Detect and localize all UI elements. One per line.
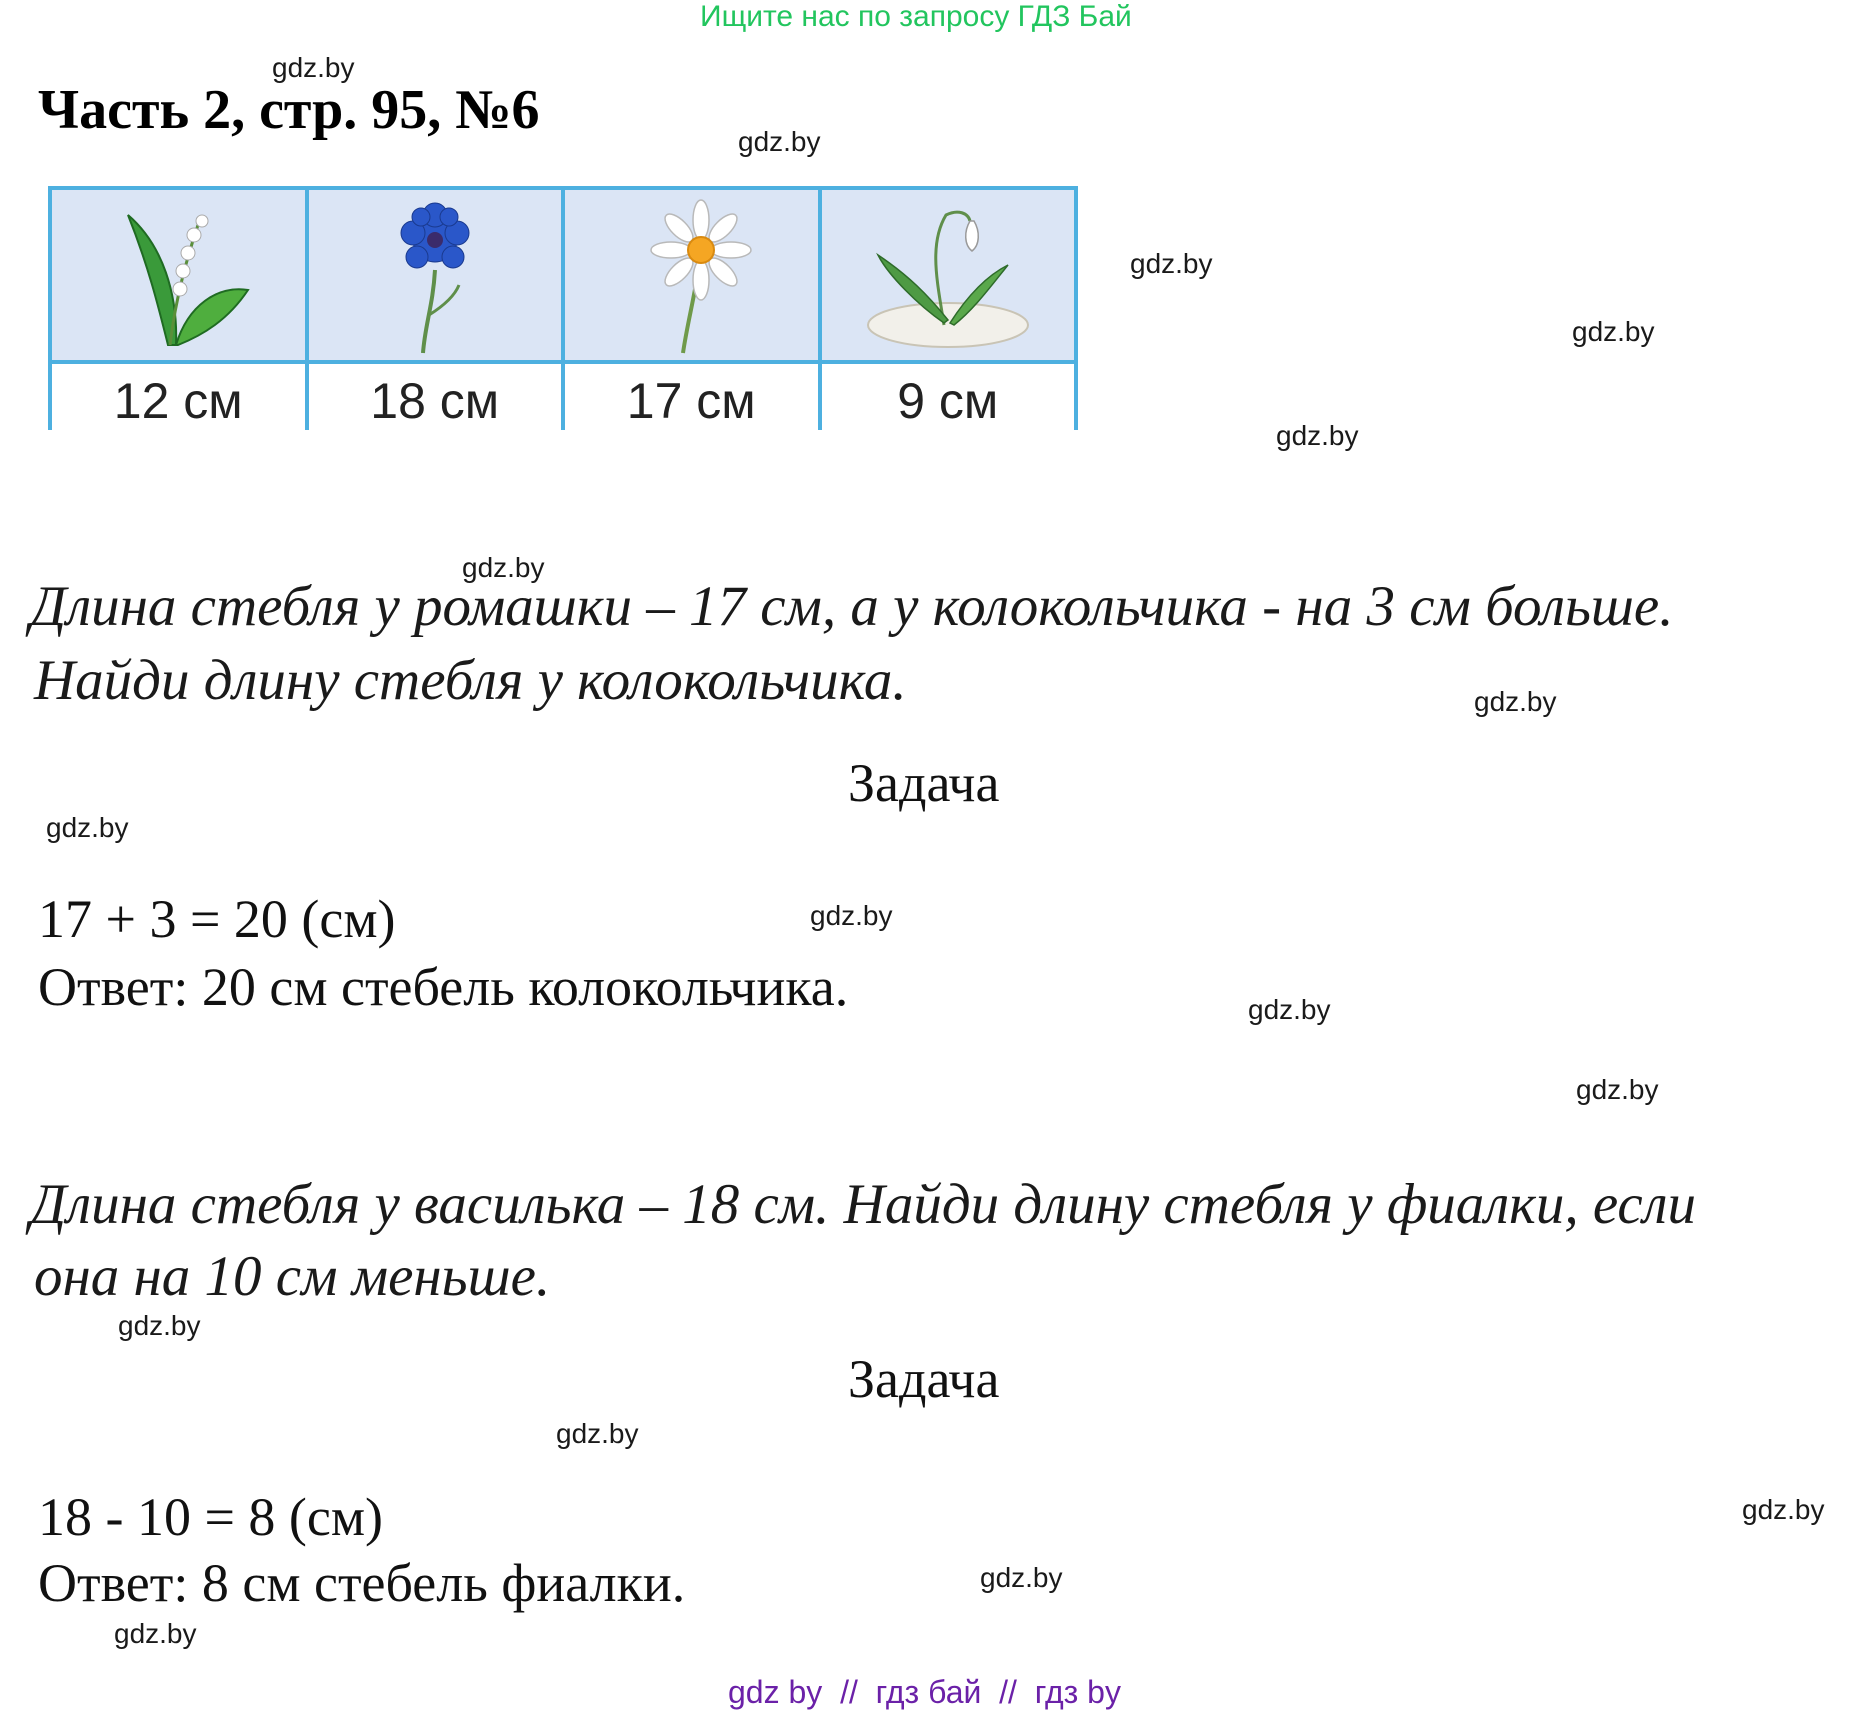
task1-line1: Длина стебля у ромашки – 17 см, а у колокольчика - на 3 см больше. bbox=[30, 575, 1674, 638]
watermark: gdz.by bbox=[46, 812, 129, 843]
watermark: gdz.by bbox=[556, 1418, 639, 1449]
task1-heading: Задача bbox=[848, 753, 1000, 813]
cornflower-length: 18 см bbox=[307, 362, 564, 430]
watermark: gdz.by bbox=[1576, 1074, 1659, 1105]
lily-cell bbox=[50, 188, 307, 362]
watermark: gdz.by bbox=[1276, 420, 1359, 451]
daisy-cell bbox=[563, 188, 820, 362]
watermark: gdz.by bbox=[1248, 994, 1331, 1025]
daisy-length: 17 см bbox=[563, 362, 820, 430]
watermark: gdz.by bbox=[810, 900, 893, 931]
flower-stem-table bbox=[48, 186, 1078, 430]
task1-answer: Ответ: 20 см стебель колокольчика. bbox=[38, 957, 849, 1017]
watermark: gdz.by bbox=[118, 1310, 201, 1341]
watermark: gdz.by bbox=[114, 1618, 197, 1649]
task2-line1: Длина стебля у василька – 18 см. Найди длину стебля у фиалки, если bbox=[30, 1173, 1697, 1236]
task1-line2: Найди длину стебля у колокольчика. bbox=[34, 649, 907, 712]
task2-answer: Ответ: 8 см стебель фиалки. bbox=[38, 1553, 686, 1613]
watermark: gdz.by bbox=[272, 52, 355, 83]
watermark: gdz.by bbox=[738, 126, 821, 157]
snowdrop-icon bbox=[858, 195, 1038, 355]
watermark: gdz.by bbox=[980, 1562, 1063, 1593]
watermark: gdz.by bbox=[1130, 248, 1213, 279]
watermark: gdz.by bbox=[462, 552, 545, 583]
watermark: gdz.by bbox=[1572, 316, 1655, 347]
lily-length: 12 см bbox=[50, 362, 307, 430]
snowdrop-length: 9 см bbox=[820, 362, 1077, 430]
page-title: Часть 2, стр. 95, №6 bbox=[38, 79, 540, 141]
cornflower-cell bbox=[307, 188, 564, 362]
search-banner: Ищите нас по запросу ГДЗ Бай bbox=[700, 0, 1132, 33]
snowdrop-cell bbox=[820, 188, 1077, 362]
cornflower-icon bbox=[355, 195, 515, 355]
watermark: gdz.by bbox=[1474, 686, 1557, 717]
watermark: gdz.by bbox=[1742, 1494, 1825, 1525]
task2-line2: она на 10 см меньше. bbox=[34, 1245, 551, 1308]
task1-calculation: 17 + 3 = 20 (см) bbox=[38, 889, 396, 949]
task2-calculation: 18 - 10 = 8 (см) bbox=[38, 1487, 384, 1547]
daisy-icon bbox=[611, 195, 771, 355]
footer-links: gdz by // гдз бай // гдз by bbox=[728, 1674, 1121, 1710]
lily-of-the-valley-icon bbox=[98, 195, 258, 355]
task2-heading: Задача bbox=[848, 1349, 1000, 1409]
